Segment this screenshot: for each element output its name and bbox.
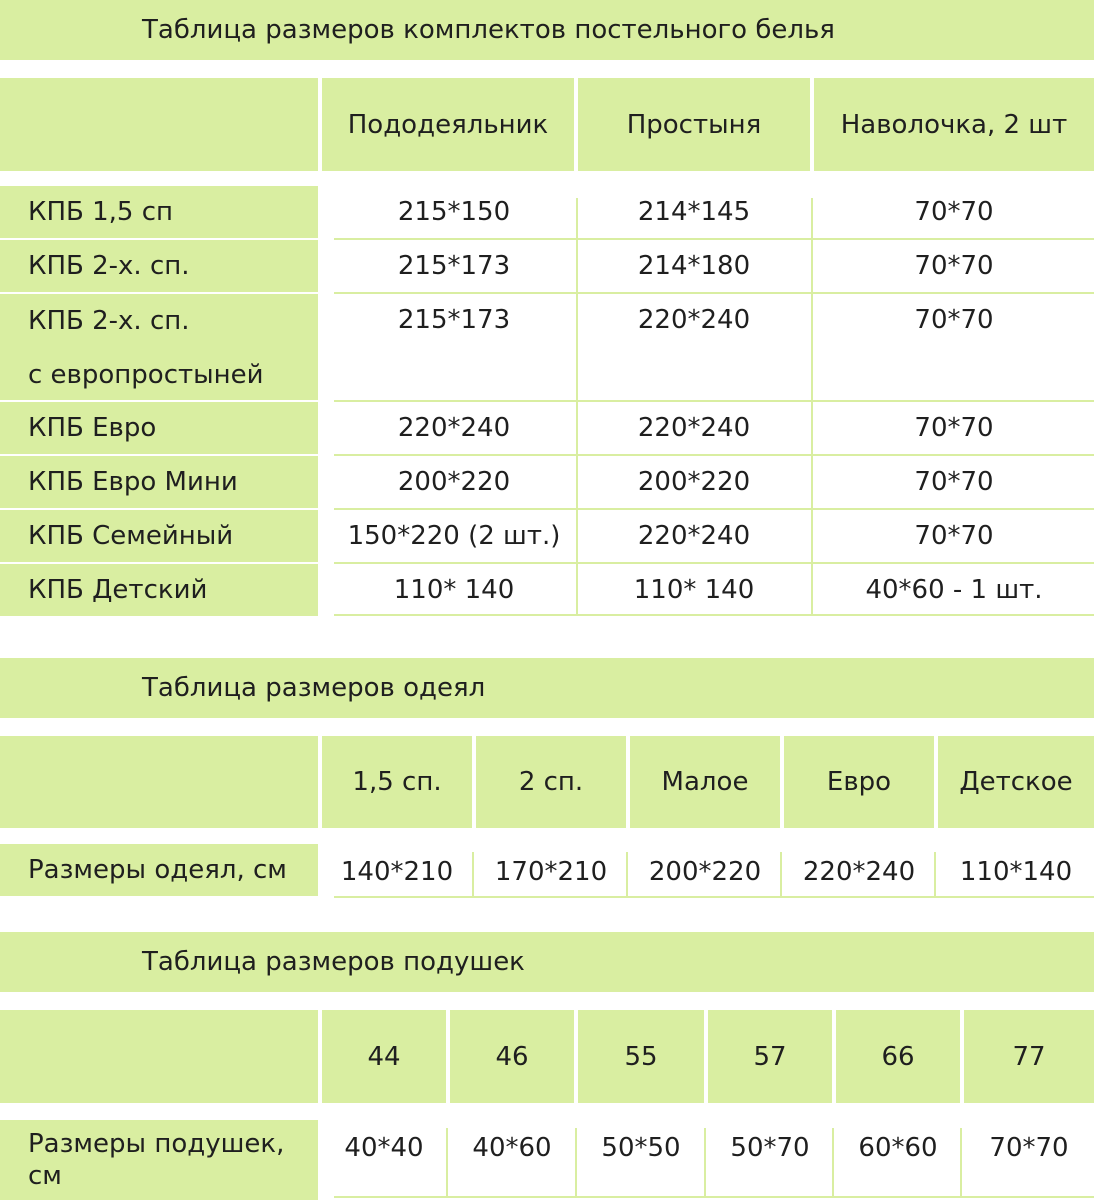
grid-line <box>960 1128 962 1196</box>
bedding-header-pillowcase: Наволочка, 2 шт <box>814 78 1094 171</box>
pillows-row-label <box>0 1120 318 1200</box>
bedding-cell-duvet: 215*173 <box>397 251 511 281</box>
pillows-table-title: Таблица размеров подушек <box>0 932 1094 992</box>
blankets-header-cell: Евро <box>784 736 934 828</box>
bedding-cell-duvet: 215*173 <box>397 305 511 335</box>
bedding-cell-pillowcase: 70*70 <box>914 413 994 443</box>
pillows-value-cell: 70*70 <box>989 1133 1069 1163</box>
bedding-row-label: КПБ Евро <box>0 402 318 454</box>
bedding-cell-sheet: 220*240 <box>637 521 751 551</box>
bedding-row-label: КПБ Семейный <box>0 510 318 562</box>
bedding-table-title: Таблица размеров комплектов постельного белья <box>0 0 1094 60</box>
blankets-header-cell: Детское <box>938 736 1094 828</box>
bedding-row-label: КПБ Детский <box>0 564 318 616</box>
bedding-header-corner <box>0 78 318 171</box>
blankets-table-title: Таблица размеров одеял <box>0 658 1094 718</box>
bedding-cell-duvet: 215*150 <box>397 197 511 227</box>
blankets-value-cell: 220*240 <box>802 857 916 887</box>
bedding-cell-sheet: 220*240 <box>637 305 751 335</box>
bedding-cell-duvet: 110* 140 <box>393 575 515 605</box>
blankets-value-cell: 200*220 <box>648 857 762 887</box>
grid-line <box>334 614 1094 616</box>
pillows-value-cell: 50*50 <box>601 1133 681 1163</box>
blankets-value-cell: 110*140 <box>959 857 1073 887</box>
bedding-cell-sheet: 214*180 <box>637 251 751 281</box>
bedding-row-label: КПБ 1,5 сп <box>0 186 318 238</box>
grid-line <box>334 238 1094 240</box>
pillows-header-corner <box>0 1010 318 1103</box>
pillows-value-cell: 40*40 <box>344 1133 424 1163</box>
bedding-cell-duvet: 200*220 <box>397 467 511 497</box>
blankets-value-cell: 140*210 <box>340 857 454 887</box>
pillows-header-cell: 46 <box>450 1010 574 1103</box>
blankets-header-cell: 2 сп. <box>476 736 626 828</box>
grid-line <box>472 852 474 896</box>
pillows-header-cell: 55 <box>578 1010 704 1103</box>
bedding-cell-duvet: 220*240 <box>397 413 511 443</box>
blankets-header-cell: 1,5 сп. <box>322 736 472 828</box>
grid-line <box>334 400 1094 402</box>
bedding-row-label: КПБ Евро Мини <box>0 456 318 508</box>
bedding-cell-sheet: 200*220 <box>637 467 751 497</box>
blankets-header-corner <box>0 736 318 828</box>
bedding-cell-sheet: 220*240 <box>637 413 751 443</box>
bedding-header-duvet: Пододеяльник <box>322 78 574 171</box>
grid-line <box>811 198 813 616</box>
bedding-row-label <box>0 294 318 400</box>
grid-line <box>334 454 1094 456</box>
bedding-row-label-line: КПБ 2-х. сп. <box>28 306 190 336</box>
pillows-value-cell: 60*60 <box>858 1133 938 1163</box>
blankets-row-label: Размеры одеял, см <box>0 844 318 896</box>
grid-line <box>334 896 1094 898</box>
pillows-value-cell: 40*60 <box>472 1133 552 1163</box>
bedding-cell-sheet: 214*145 <box>637 197 751 227</box>
grid-line <box>576 198 578 616</box>
grid-line <box>704 1128 706 1196</box>
grid-line <box>780 852 782 896</box>
blankets-value-cell: 170*210 <box>494 857 608 887</box>
pillows-value-cell: 50*70 <box>730 1133 810 1163</box>
grid-line <box>334 292 1094 294</box>
bedding-header-sheet: Простыня <box>578 78 810 171</box>
bedding-row-label-line: с европростыней <box>28 360 264 390</box>
grid-line <box>334 562 1094 564</box>
grid-line <box>575 1128 577 1196</box>
pillows-header-cell: 44 <box>322 1010 446 1103</box>
pillows-row-label-line: см <box>28 1161 62 1191</box>
pillows-header-cell: 66 <box>836 1010 960 1103</box>
bedding-cell-pillowcase: 40*60 - 1 шт. <box>865 575 1043 605</box>
bedding-cell-pillowcase: 70*70 <box>914 251 994 281</box>
grid-line <box>334 508 1094 510</box>
pillows-row-label-line: Размеры подушек, <box>28 1129 285 1159</box>
grid-line <box>626 852 628 896</box>
bedding-cell-duvet: 150*220 (2 шт.) <box>347 521 561 551</box>
bedding-cell-sheet: 110* 140 <box>633 575 755 605</box>
grid-line <box>334 1196 1094 1198</box>
bedding-cell-pillowcase: 70*70 <box>914 305 994 335</box>
grid-line <box>446 1128 448 1196</box>
grid-line <box>934 852 936 896</box>
bedding-cell-pillowcase: 70*70 <box>914 197 994 227</box>
bedding-row-label: КПБ 2-х. сп. <box>0 240 318 292</box>
pillows-header-cell: 77 <box>964 1010 1094 1103</box>
bedding-cell-pillowcase: 70*70 <box>914 467 994 497</box>
blankets-header-cell: Малое <box>630 736 780 828</box>
grid-line <box>832 1128 834 1196</box>
bedding-cell-pillowcase: 70*70 <box>914 521 994 551</box>
pillows-header-cell: 57 <box>708 1010 832 1103</box>
